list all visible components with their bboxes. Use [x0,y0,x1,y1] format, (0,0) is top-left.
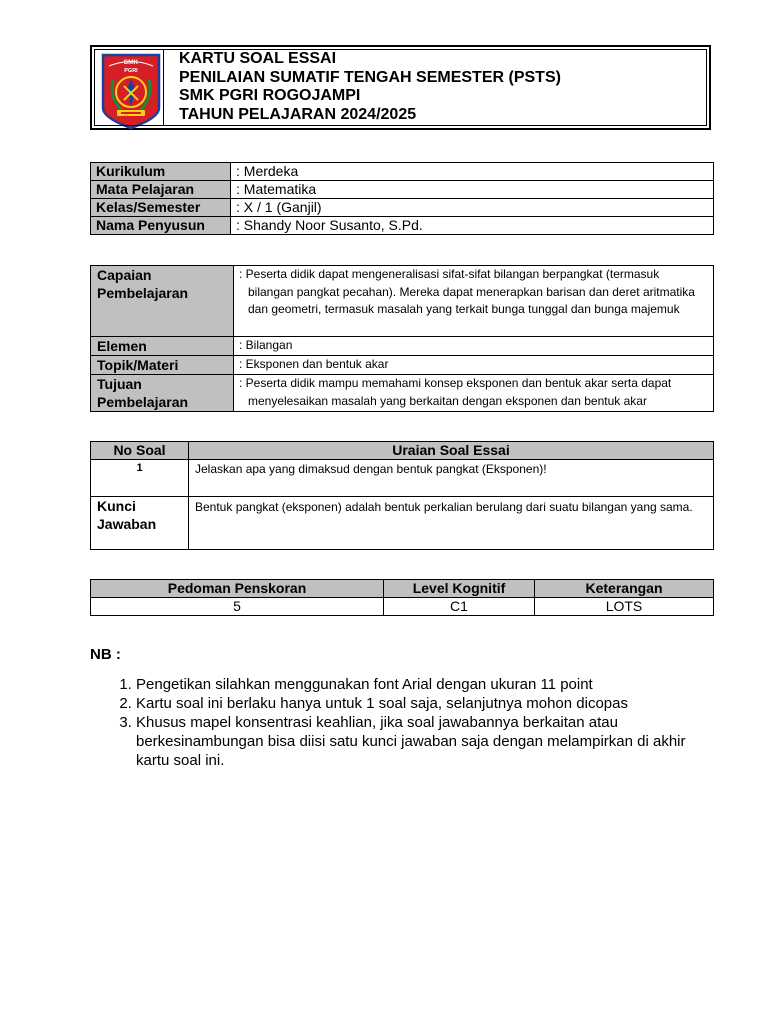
info-label: Nama Penyusun [91,217,231,235]
info-value: : Merdeka [231,163,714,181]
kunci-row [91,497,714,550]
nb-item: 2. Kartu soal ini berlaku hanya untuk 1 soal saja, selanjutnya mohon dicopas [136,694,696,713]
capaian-value: : Peserta didik dapat mengeneralisasi sifat-sifat bilangan berpangkat (termasuk bilangan pangkat pecahan). Mereka dapat menerapkan barisan dan deret aritmatika dan geometri, termasuk masalah yang terkait bunga tunggal dan bunga majemuk [239,267,695,316]
nb-item: 1. Pengetikan silahkan menggunakan font Arial dengan ukuran 11 point [136,675,696,694]
header-line-4: TAHUN PELAJARAN 2024/2025 [179,105,417,123]
info-value: : Shandy Noor Susanto, S.Pd. [231,217,714,235]
logo-cell [95,50,164,125]
info-row-kurikulum [91,163,714,181]
logo-text-top: SMK [123,59,139,66]
info-label: Mata Pelajaran [91,181,231,199]
nb-title: NB : [90,646,121,663]
col-uraian-soal: Uraian Soal Essai [189,442,714,460]
header-box [90,45,711,130]
nb-list [112,675,696,770]
info-table [90,162,714,235]
info-value: : Matematika [231,181,714,199]
level-value: C1 [384,598,535,616]
info-row-mata-pelajaran [91,181,714,199]
elemen-label: Elemen [91,337,234,356]
info-label: Kurikulum [91,163,231,181]
soal-number: 1 [91,460,189,497]
info-label: Kelas/Semester [91,199,231,217]
col-no-soal: No Soal [91,442,189,460]
capaian-label: Capaian Pembelajaran [91,266,234,337]
capaian-row [91,266,714,337]
capaian-value-cell [234,266,714,337]
smk-pgri-logo-icon [99,52,163,130]
soal-row [91,460,714,497]
col-level-kognitif: Level Kognitif [384,580,535,598]
tujuan-value: : Peserta didik mampu memahami konsep eksponen dan bentuk akar serta dapat menyelesaikan masalah yang berkaitan dengan eksponen dan bentuk akar [239,376,672,408]
score-header-row [91,580,714,598]
info-row-kelas-semester [91,199,714,217]
logo-text-mid: PGRI [124,68,138,74]
col-keterangan: Keterangan [535,580,714,598]
col-pedoman-penskoran: Pedoman Penskoran [91,580,384,598]
tujuan-label: Tujuan Pembelajaran [91,375,234,412]
nb-item: 3. Khusus mapel konsentrasi keahlian, jika soal jawabannya berkaitan atau berkesinambungan bisa diisi satu kunci jawaban saja dengan melampirkan di akhir kartu soal ini. [136,713,696,770]
topik-row [91,356,714,375]
elemen-row [91,337,714,356]
score-table [90,579,714,616]
header-line-2: PENILAIAN SUMATIF TENGAH SEMESTER (PSTS) [179,68,561,86]
capaian-table [90,265,714,412]
header-line-1: KARTU SOAL ESSAI [179,50,337,67]
score-row [91,598,714,616]
info-row-nama-penyusun [91,217,714,235]
tujuan-row [91,375,714,412]
keterangan-value: LOTS [535,598,714,616]
tujuan-value-cell [234,375,714,412]
kunci-answer: Bentuk pangkat (eksponen) adalah bentuk perkalian berulang dari suatu bilangan yang sama. [189,497,714,550]
topik-value: : Eksponen dan bentuk akar [234,356,714,375]
score-value: 5 [91,598,384,616]
info-value: : X / 1 (Ganjil) [231,199,714,217]
header-line-3: SMK PGRI ROGOJAMPI [179,87,361,104]
elemen-value: : Bilangan [234,337,714,356]
topik-label: Topik/Materi [91,356,234,375]
soal-question: Jelaskan apa yang dimaksud dengan bentuk pangkat (Eksponen)! [189,460,714,497]
kunci-label: Kunci Jawaban [91,497,189,550]
soal-header-row [91,442,714,460]
header-title-block [179,50,561,124]
soal-table [90,441,714,550]
